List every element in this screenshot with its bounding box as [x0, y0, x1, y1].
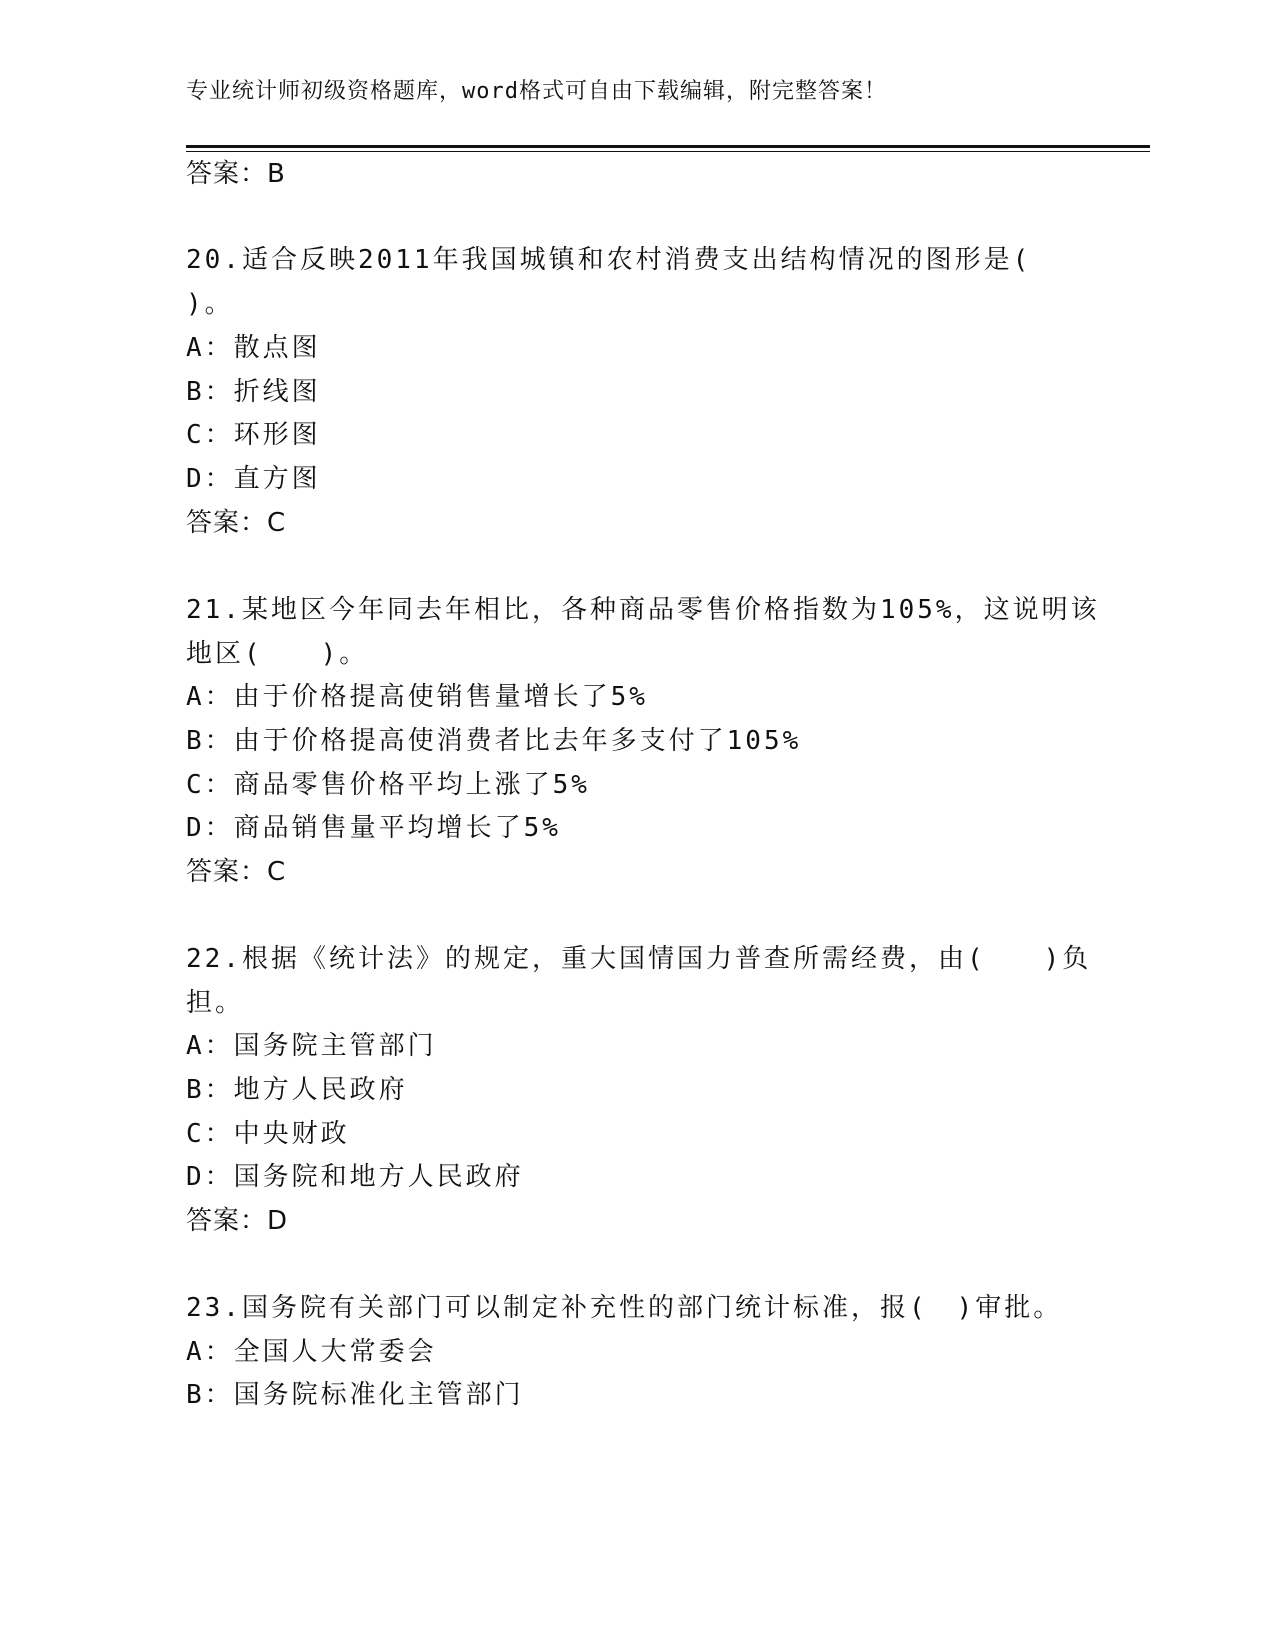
header-rule-thick [186, 145, 1150, 148]
header-rule-thin [186, 151, 1150, 152]
question-21-option-a: A：由于价格提高使销售量增长了5% [186, 682, 648, 712]
question-20-option-c: C：环形图 [186, 420, 321, 450]
question-23-option-a: A：全国人大常委会 [186, 1337, 437, 1367]
question-22-option-a: A：国务院主管部门 [186, 1031, 437, 1061]
previous-answer: 答案：B [186, 159, 286, 189]
question-20-option-d: D：直方图 [186, 464, 321, 494]
question-21-answer: 答案：C [186, 857, 287, 887]
question-21-stem-line1: 21.某地区今年同去年相比，各种商品零售价格指数为105%，这说明该 [186, 595, 1100, 625]
question-22-option-d: D：国务院和地方人民政府 [186, 1162, 524, 1192]
question-20-stem-line2: )。 [186, 289, 234, 319]
question-21-stem-line2: 地区( )。 [186, 639, 369, 669]
question-20-answer: 答案：C [186, 508, 287, 538]
question-20-option-b: B：折线图 [186, 377, 321, 407]
question-21-option-c: C：商品零售价格平均上涨了5% [186, 770, 590, 800]
question-22-stem-line2: 担。 [186, 988, 245, 1018]
question-23-stem-line1: 23.国务院有关部门可以制定补充性的部门统计标准，报( )审批。 [186, 1293, 1063, 1323]
question-23-option-b: B：国务院标准化主管部门 [186, 1380, 524, 1410]
question-21-option-b: B：由于价格提高使消费者比去年多支付了105% [186, 726, 802, 756]
question-22-stem-line1: 22.根据《统计法》的规定，重大国情国力普查所需经费，由( )负 [186, 944, 1092, 974]
question-20-stem-line1: 20.适合反映2011年我国城镇和农村消费支出结构情况的图形是( [186, 245, 1032, 275]
question-22-option-c: C：中央财政 [186, 1119, 350, 1149]
question-20-option-a: A：散点图 [186, 333, 321, 363]
page-header: 专业统计师初级资格题库，word格式可自由下载编辑，附完整答案！ [186, 79, 887, 104]
question-22-answer: 答案：D [186, 1206, 289, 1236]
question-22-option-b: B：地方人民政府 [186, 1075, 408, 1105]
question-21-option-d: D：商品销售量平均增长了5% [186, 813, 561, 843]
